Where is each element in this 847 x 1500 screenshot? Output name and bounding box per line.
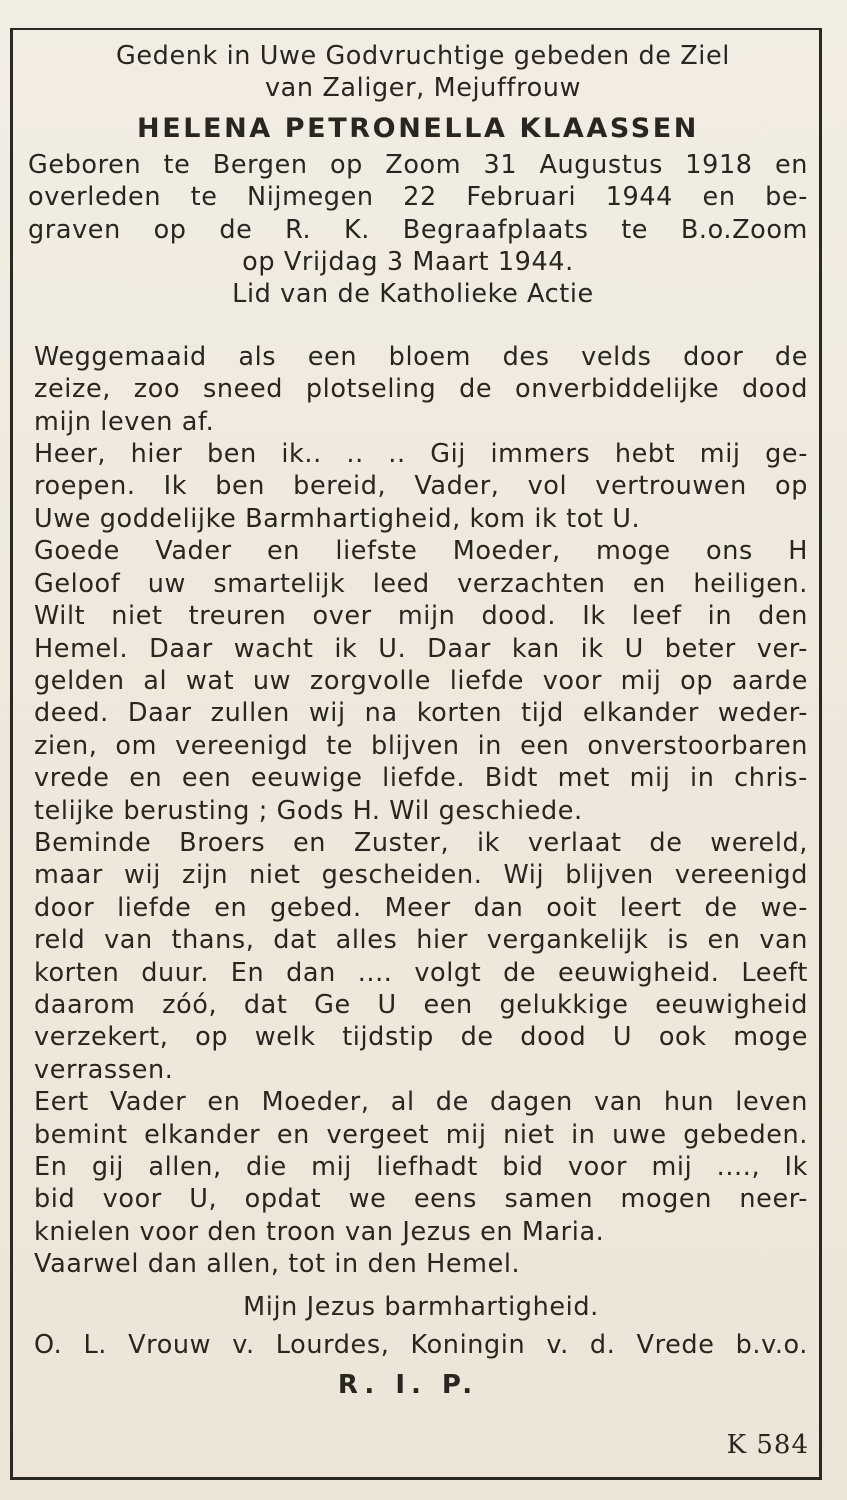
text-line: Wilt niet treuren over mijn dood. Ik leef in den bbox=[34, 601, 808, 632]
text-line: deed. Daar zullen wij na korten tijd elkander weder- bbox=[34, 698, 808, 729]
memorial-text bbox=[28, 341, 808, 1281]
text-line: Eert Vader en Moeder, al de dagen van hun leven bbox=[34, 1087, 808, 1118]
text-line: Geloof uw smartelijk leed verzachten en heiligen. bbox=[34, 568, 808, 599]
membership-line: Lid van de Katholieke Actie bbox=[232, 279, 594, 310]
text-line: Hemel. Daar wacht ik U. Daar kan ik U beter ver- bbox=[34, 633, 808, 664]
text-line: Beminde Broers en Zuster, ik verlaat de wereld, bbox=[34, 827, 808, 858]
text-line: telijke berusting ; Gods H. Wil geschiede. bbox=[34, 795, 583, 826]
closing-prayer: Mijn Jezus barmhartigheid. bbox=[243, 1291, 599, 1322]
text-line: vrede en een eeuwige liefde. Bidt met mij in chris- bbox=[34, 763, 808, 794]
text-line: Heer, hier ben ik.. .. .. Gij immers hebt mij ge- bbox=[34, 439, 808, 470]
invocation-line-1: Gedenk in Uwe Godvruchtige gebeden de Ziel bbox=[116, 41, 730, 71]
text-line: bemint elkander en vergeet mij niet in uwe gebeden. bbox=[34, 1119, 808, 1150]
text-line: gelden al wat uw zorgvolle liefde voor mij op aarde bbox=[34, 665, 808, 696]
text-line: korten duur. En dan .... volgt de eeuwigheid. Leeft bbox=[34, 957, 808, 988]
spacer bbox=[28, 1281, 808, 1291]
birth-line-2: overleden te Nijmegen 22 Februari 1944 en be- bbox=[28, 182, 808, 213]
spacer bbox=[28, 311, 808, 341]
text-line: zien, om vereenigd te blijven in een onverstoorbaren bbox=[34, 730, 808, 761]
birth-line-3: graven op de R. K. Begraafplaats te B.o.Zoom bbox=[28, 214, 808, 245]
invocation-line-2: van Zaliger, Mejuffrouw bbox=[264, 73, 582, 104]
lourdes-invocation: O. L. Vrouw v. Lourdes, Koningin v. d. Vrede b.v.o. bbox=[34, 1330, 808, 1361]
card-code: K 584 bbox=[726, 1430, 809, 1460]
burial-date: op Vrijdag 3 Maart 1944. bbox=[242, 247, 574, 278]
text-line: verrassen. bbox=[34, 1054, 174, 1085]
text-line: mijn leven af. bbox=[34, 406, 215, 437]
text-line: door liefde en gebed. Meer dan ooit leert de we- bbox=[34, 892, 808, 923]
text-line: daarom zóó, dat Ge U een gelukkige eeuwigheid bbox=[34, 989, 808, 1020]
text-line: Uwe goddelijke Barmhartigheid, kom ik tot U. bbox=[34, 503, 641, 534]
text-line: knielen voor den troon van Jezus en Maria. bbox=[34, 1216, 605, 1247]
text-line: Weggemaaid als een bloem des velds door de bbox=[34, 341, 808, 372]
spacer bbox=[28, 1361, 808, 1369]
text-line: roepen. Ik ben bereid, Vader, vol vertrouwen op bbox=[34, 471, 808, 502]
deceased-name: HELENA PETRONELLA KLAASSEN bbox=[137, 112, 699, 144]
text-line: zeize, zoo sneed plotseling de onverbiddelijke dood bbox=[34, 374, 808, 405]
text-line: maar wij zijn niet gescheiden. Wij blijven vereenigd bbox=[34, 860, 808, 891]
text-line: En gij allen, die mij liefhadt bid voor mij ...., Ik bbox=[34, 1152, 808, 1182]
birth-line-1: Geboren te Bergen op Zoom 31 Augustus 1918 en bbox=[28, 149, 808, 180]
rip-line: R. I. P. bbox=[337, 1370, 479, 1401]
text-line: Goede Vader en liefste Moeder, moge ons H bbox=[34, 536, 808, 567]
text-line: verzekert, op welk tijdstip de dood U ook moge bbox=[34, 1022, 808, 1053]
card-content bbox=[28, 40, 808, 1402]
text-line: Vaarwel dan allen, tot in den Hemel. bbox=[34, 1249, 521, 1280]
text-line: bid voor U, opdat we eens samen mogen neer- bbox=[34, 1184, 808, 1215]
text-line: reld van thans, dat alles hier vergankelijk is en van bbox=[34, 925, 808, 956]
